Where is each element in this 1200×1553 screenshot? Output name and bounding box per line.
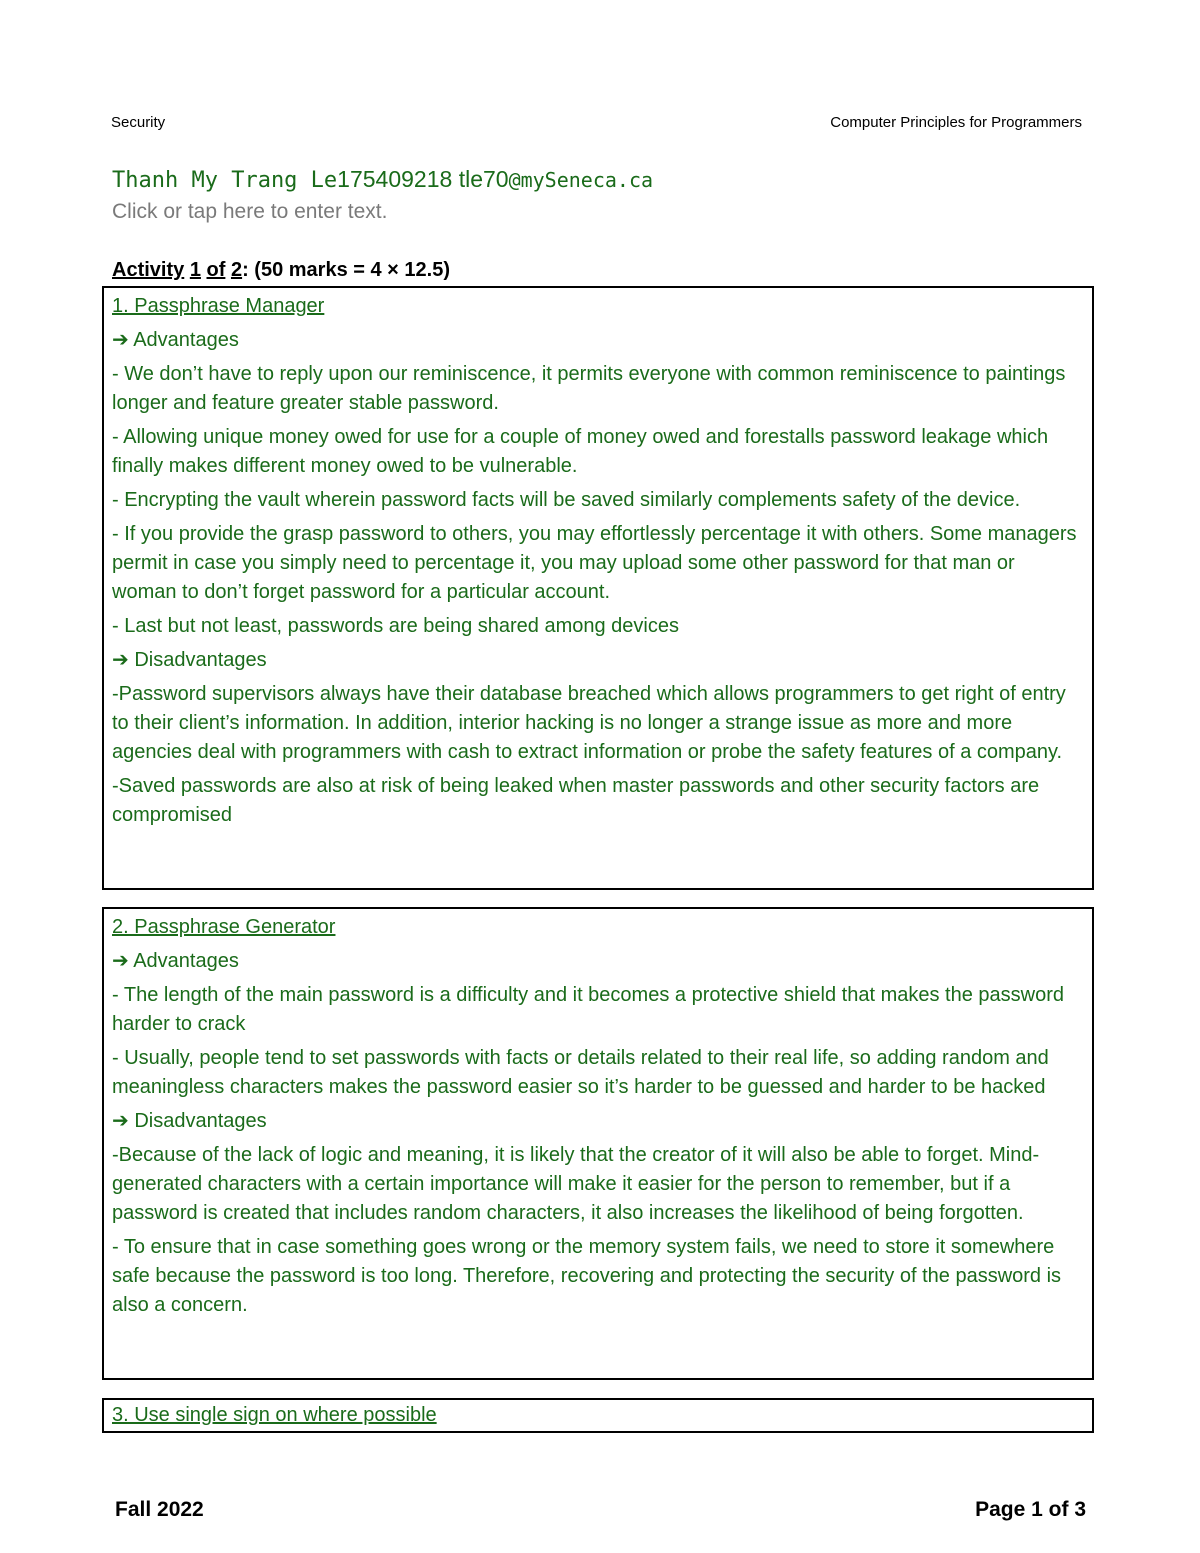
activity-label: Activity [112, 259, 185, 281]
activity-total: 2 [230, 259, 243, 281]
student-name: Thanh My Trang Le [112, 168, 338, 193]
advantages-heading [112, 947, 1084, 976]
arrow-right-icon: ➔ [112, 649, 129, 671]
activity-heading [112, 259, 450, 282]
section-title: 3. Use single sign on where possible [112, 1404, 437, 1426]
advantages-label: Advantages [133, 950, 239, 972]
disadvantages-heading [112, 1107, 1084, 1136]
activity-of: of [206, 259, 226, 281]
disadvantages-heading [112, 646, 1084, 675]
list-item: - We don’t have to reply upon our reminiscence, it permits everyone with common reminiscence to paintings longer and feature greater stable password. [112, 363, 1066, 414]
footer-page-number [975, 1498, 1086, 1522]
student-email-domain: @mySeneca.ca [508, 168, 654, 192]
page-label: Page [975, 1498, 1026, 1521]
section-title: 1. Passphrase Manager [112, 295, 325, 317]
list-item: -Password supervisors always have their database breached which allows programmers to get right of entry to their client’s information. In addition, interior hacking is no longer a strange issue as more and more agencies deal with programmers with cash to extract information or probe the safety features of a company. [112, 683, 1066, 763]
list-item: - Allowing unique money owed for use for a couple of money owed and forestalls password leakage which finally makes different money owed to be vulnerable. [112, 426, 1049, 477]
student-info-line [112, 166, 653, 193]
arrow-right-icon: ➔ [112, 950, 129, 972]
activity-marks: : (50 marks = 4 × 12.5) [242, 259, 450, 281]
list-item: -Saved passwords are also at risk of being leaked when master passwords and other security factors are compromised [112, 775, 1040, 826]
list-item: - The length of the main password is a difficulty and it becomes a protective shield that makes the password harder to crack [112, 984, 1064, 1035]
activity-number: 1 [189, 259, 201, 281]
list-item: - Usually, people tend to set passwords with facts or details related to their real life, so adding random and meaningless characters makes the password easier so it’s harder to be guessed and harder to be hacked [112, 1047, 1049, 1098]
student-email-user: tle70 [458, 166, 509, 192]
disadvantages-label: Disadvantages [134, 649, 267, 671]
page-current: 1 [1031, 1498, 1043, 1521]
footer-term: Fall 2022 [115, 1498, 204, 1521]
student-id: 175409218 [337, 166, 453, 192]
list-item: -Because of the lack of logic and meaning, it is likely that the creator of it will also be able to forget. Mind-generated characters with a certain importance will make it easier for the person to remember, but if a password is created that includes random characters, it also increases the likelihood of being forgotten. [112, 1144, 1040, 1224]
section-single-sign-on [102, 1398, 1094, 1433]
text-placeholder-field[interactable]: Click or tap here to enter text. [112, 200, 388, 223]
advantages-label: Advantages [133, 329, 239, 351]
header-course-name: Computer Principles for Programmers [830, 114, 1082, 131]
page-total: 3 [1074, 1498, 1086, 1521]
section-title: 2. Passphrase Generator [112, 916, 336, 938]
section-passphrase-generator [102, 907, 1094, 1380]
page-of: of [1048, 1498, 1069, 1521]
arrow-right-icon: ➔ [112, 1110, 129, 1132]
advantages-heading [112, 326, 1084, 355]
section-passphrase-manager [102, 286, 1094, 890]
list-item: - Encrypting the vault wherein password facts will be saved similarly complements safety of the device. [112, 489, 1021, 511]
header-course-topic: Security [111, 114, 166, 131]
list-item: - Last but not least, passwords are being shared among devices [112, 615, 679, 637]
arrow-right-icon: ➔ [112, 329, 129, 351]
disadvantages-label: Disadvantages [134, 1110, 267, 1132]
list-item: - To ensure that in case something goes wrong or the memory system fails, we need to store it somewhere safe because the password is too long. Therefore, recovering and protecting the security of the password is also a concern. [112, 1236, 1062, 1316]
list-item: - If you provide the grasp password to others, you may effortlessly percentage it with others. Some managers permit in case you simply need to percentage it, you may upload some other password for that man or woman to don’t forget password for a particular account. [112, 523, 1077, 603]
